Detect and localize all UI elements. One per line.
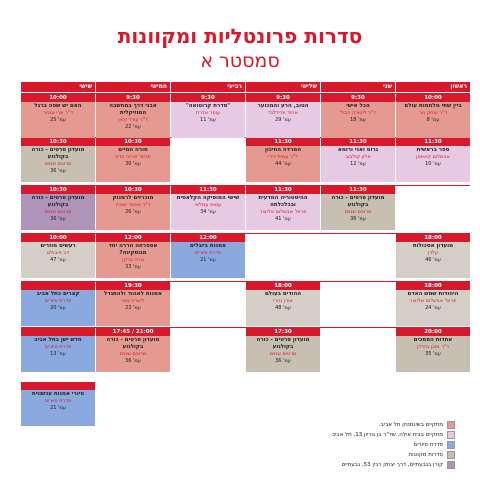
lecturer-name: ליטרה מוני [121,298,145,304]
course-title: מועדון סרטים - כורה בקולנוע [31,195,85,208]
cell-time: 10:00 [21,234,95,242]
page-ref: עמ' 13 [50,351,66,357]
page-ref: עמ' 25 [50,117,66,123]
course-title: מועדון סרטים - כורה בקולנוע [106,337,160,350]
cell-body [21,290,95,313]
cell-body [396,146,470,169]
cell-body [21,390,95,413]
page-ref: עמ' 11 [200,117,216,123]
cell-body [96,146,170,169]
cell-body [21,146,95,176]
schedule-cell[interactable] [96,138,170,182]
cell-body [21,242,95,265]
page-ref: עמ' 24 [425,305,441,311]
lecturer-name: עופר אדרת [195,110,221,116]
cell-body [96,102,170,132]
course-title: הטוב, הרע והמכוער [257,103,309,109]
cell-body [396,102,470,125]
course-title: המרדה החיכון [264,147,302,153]
lecturer-name: סדרת סיורים [44,398,72,404]
legend-label: סדרת סיורים [413,442,443,448]
cell-time: 10:30 [21,186,95,194]
lecturer-name: ד"ר עודד זהיון [118,117,148,123]
course-title: מועדון סרטים - כורה בקולנוע [256,337,310,350]
course-title: הכל אישי [346,103,370,109]
cell-time: 18:00 [396,282,470,290]
schedule-cell[interactable] [96,234,170,278]
lecturer-name: ד"ר ארי ונוביר [43,110,73,116]
cell-time: 11:30 [321,138,395,146]
course-title: ספר בראשית [416,147,450,153]
day-header-wednesday: רביעי [171,82,245,92]
course-title: "סדרת קרוטואה" [185,103,231,109]
lecturer-name: פרופ' אבשלום אליצור [259,209,307,215]
page-ref: עמ' 20 [50,305,66,311]
schedule-cell[interactable] [396,94,470,138]
course-title: ביין שתי מלחמות עולם [404,103,462,109]
page-ref: עמ' 47 [50,257,66,263]
course-title: גרוס ואני ורומא [337,147,379,153]
page-ref: עמ' 22 [125,124,141,130]
schedule-cell[interactable] [21,382,95,426]
schedule-cell[interactable] [21,186,95,230]
schedule-cell[interactable] [396,328,470,372]
lecturer-name: דב חיבולם [46,250,69,256]
cell-body [96,290,170,313]
cell-time [21,328,95,336]
lecturer-name: ד"ר עמית ירדי [268,154,298,160]
legend-label: סדרות מקוונות [408,452,443,458]
page-ref: עמ' 48 [275,305,291,311]
schedule-cell[interactable] [246,186,320,230]
schedule-cell[interactable] [171,94,245,138]
lecturer-name: מרטים שנוים [344,209,372,215]
page-subtitle: סמסטר א [200,50,280,72]
cell-time [21,382,95,390]
page-ref: עמ' 36 [275,358,291,364]
cell-time: 11:30 [321,186,395,194]
course-title: ההודים בעולם [264,291,302,297]
course-title: רעשים מוזרים [40,243,76,249]
legend-swatch [447,431,455,439]
cell-body [21,102,95,125]
schedule-cell[interactable] [96,328,170,372]
cell-body [246,146,320,169]
legend-item [255,430,455,440]
cell-time: 10:00 [396,94,470,102]
course-title: אספרחה הררה יחד מגוסקינה? [108,243,158,256]
lecturer-name: ד"ר מוכן נהרדן [417,344,449,350]
legend-swatch [447,451,455,459]
page-ref: עמ' 36 [350,216,366,222]
cell-body [21,194,95,224]
course-title: אחדות הסמכים [413,337,453,343]
page-ref: עמ' 36 [50,168,66,174]
day-header-monday: שני [321,82,395,92]
cell-body [171,194,245,217]
cell-body [171,102,245,125]
lecturer-name: מרטים שנוים [269,351,297,357]
lecturer-name: סדרת סיורים [44,344,72,350]
cell-body [321,194,395,224]
cell-time: 12:00 [96,234,170,242]
cell-time: 9:30 [96,94,170,102]
cell-body [96,194,170,217]
page-ref: עמ' 44 [275,161,291,167]
cell-time: 10:30 [96,186,170,194]
schedule-cell[interactable] [396,234,470,278]
schedule-cell[interactable] [246,282,320,326]
schedule-cell[interactable] [96,94,170,138]
legend-item [255,460,455,470]
schedule-cell[interactable] [171,186,245,230]
page-ref: עמ' 26 [125,209,141,215]
cell-time: 18:00 [396,234,470,242]
day-header-friday: שישי [21,82,95,92]
day-header-thursday: חמישי [96,82,170,92]
course-title: מועדון סרטים - כורה בקולנוע [331,195,385,208]
page-ref: עמ' 12 [350,161,366,167]
course-title: ההיסטוריה המדעית ובכלכלתה [258,195,308,208]
page-ref: עמ' 29 [275,117,291,123]
schedule-cell[interactable] [21,234,95,278]
cell-body [321,146,395,169]
cell-time: 17:30 [246,328,320,336]
page-ref: עמ' 41 [275,216,291,222]
schedule-cell[interactable] [396,138,470,182]
schedule-cell[interactable] [246,138,320,182]
page-ref: עמ' 36 [125,358,141,364]
cell-time: 9:30 [171,94,245,102]
cell-time: 11:30 [171,186,245,194]
cell-body [396,336,470,359]
page-ref: עמ' 23 [125,305,141,311]
lecturer-name: אלון קולבוב [345,154,371,160]
lecturer-name: מרטים שנוים [44,161,72,167]
schedule-grid [20,82,470,411]
legend-label: מתקיים בבית אילה, שד"ר בן גוריון 13, תל אביב [331,432,443,438]
lecturer-name: פרופ' ארזה הדס [115,154,151,160]
cell-body [321,102,395,125]
cell-time: 19:30 [96,282,170,290]
lecturer-name: עמוס עמלאי [194,202,222,208]
cell-time: 10:30 [96,138,170,146]
schedule-cell[interactable] [321,138,395,182]
course-title: מועדון סרטים - כורה בקולנוע [31,147,85,160]
schedule-cell[interactable] [321,186,395,230]
legend-label: מתקיים בשינמטק תל אביב. [378,422,443,428]
cell-body [246,336,320,366]
legend-label: קורן בגבעתיים, דרך יצחק רבין 53, גבעתיים [341,462,443,468]
lecturer-name: מרטים שנוים [119,351,147,357]
page-ref: עמ' 21 [50,405,66,411]
legend-item [255,420,455,430]
day-header-sunday: ראשון [396,82,470,92]
lecturer-name: סדרת סיורים [194,250,222,256]
cell-time: 11:30 [246,186,320,194]
legend-swatch [447,461,455,469]
course-title: היהודות שמש האדם [407,291,459,297]
cell-body [246,290,320,313]
schedule-cell[interactable] [21,138,95,182]
course-title: אמנות לאהוד ולהתגדל [104,291,162,297]
cell-time [21,282,95,290]
lecturer-name: סדרת סיורים [44,298,72,304]
cell-time: 11:30 [396,138,470,146]
schedule-cell[interactable] [246,328,320,372]
cell-body [21,336,95,359]
cell-body [396,242,470,265]
course-title: האם יש שפה ברגל [34,103,82,109]
cell-body [171,242,245,265]
course-title: קצרים כתל אביב [36,291,80,297]
cell-time: 9:30 [246,94,320,102]
lecturer-name: ד"ר יצחק נור [418,110,448,116]
cell-body [396,290,470,313]
lecturer-name: עלדן [427,250,439,256]
course-title: מועדון אסכולות [412,243,454,249]
course-title: חורה המיים [118,147,148,153]
cell-time: 10:00 [21,94,95,102]
cell-body [246,194,320,224]
lecturer-name: אורן נהרי [273,298,293,304]
lecturer-name: נורה ברקן [122,257,144,263]
page-ref: עמ' 36 [50,216,66,222]
page-ref: עמ' 35 [425,351,441,357]
page-ref: עמ' 46 [425,257,441,263]
cell-time: 20:00 [396,328,470,336]
schedule-cell[interactable] [396,282,470,326]
lecturer-name: ד"ר ליטורה הביל [340,110,376,116]
cell-body [246,102,320,125]
course-title: סיורי אמנות עכשווית [31,391,85,397]
cell-time: 12:00 [171,234,245,242]
schedule-cell[interactable] [246,94,320,138]
cell-time: 10:30 [21,138,95,146]
lecturer-name: ד"ר אסטר שטרן [115,202,151,208]
legend-item [255,450,455,460]
page-ref: עמ' 33 [125,264,141,270]
page-ref: עמ' 10 [425,161,441,167]
schedule-cell[interactable] [171,234,245,278]
course-title: חדש ישן בתל אביב [34,337,82,343]
schedule-cell[interactable] [96,282,170,326]
schedule-cell[interactable] [321,94,395,138]
legend [255,420,455,470]
cell-time: 18:00 [246,282,320,290]
cell-body [96,242,170,272]
legend-swatch [447,441,455,449]
legend-swatch [447,421,455,429]
schedule-cell[interactable] [21,94,95,138]
lecturer-name: אהוד פרידלנד [268,110,298,116]
page-title: סדרות פרונטליות ומקוונות [117,24,363,48]
schedule-cell[interactable] [21,282,95,326]
day-header-tuesday: שלישי [246,82,320,92]
page-ref: עמ' 8 [426,117,440,123]
legend-item [255,440,455,450]
page-ref: עמ' 34 [200,209,216,215]
course-title: אבני דרך במחשבה המוזיקלית [109,103,157,116]
lecturer-name: אבשלום קאפמן [416,154,450,160]
cell-time: 11:30 [246,138,320,146]
schedule-cell[interactable] [21,328,95,372]
cell-time: 9:30 [321,94,395,102]
page-ref: עמ' 30 [125,161,141,167]
page-ref: עמ' 21 [200,257,216,263]
page-ref: עמ' 18 [350,117,366,123]
course-title: מוכרזים לרמנוק [112,195,154,201]
lecturer-name: מרטים שנוים [44,209,72,215]
course-title: אמנות ביוגלים [189,243,227,249]
schedule-cell[interactable] [96,186,170,230]
course-title: שישי המוסיקה הקלאסית [176,195,240,201]
lecturer-name: פרופ' אבשלום אליצור [409,298,457,304]
cell-body [96,336,170,366]
cell-time: 21:00 / 17:45 [96,328,170,336]
